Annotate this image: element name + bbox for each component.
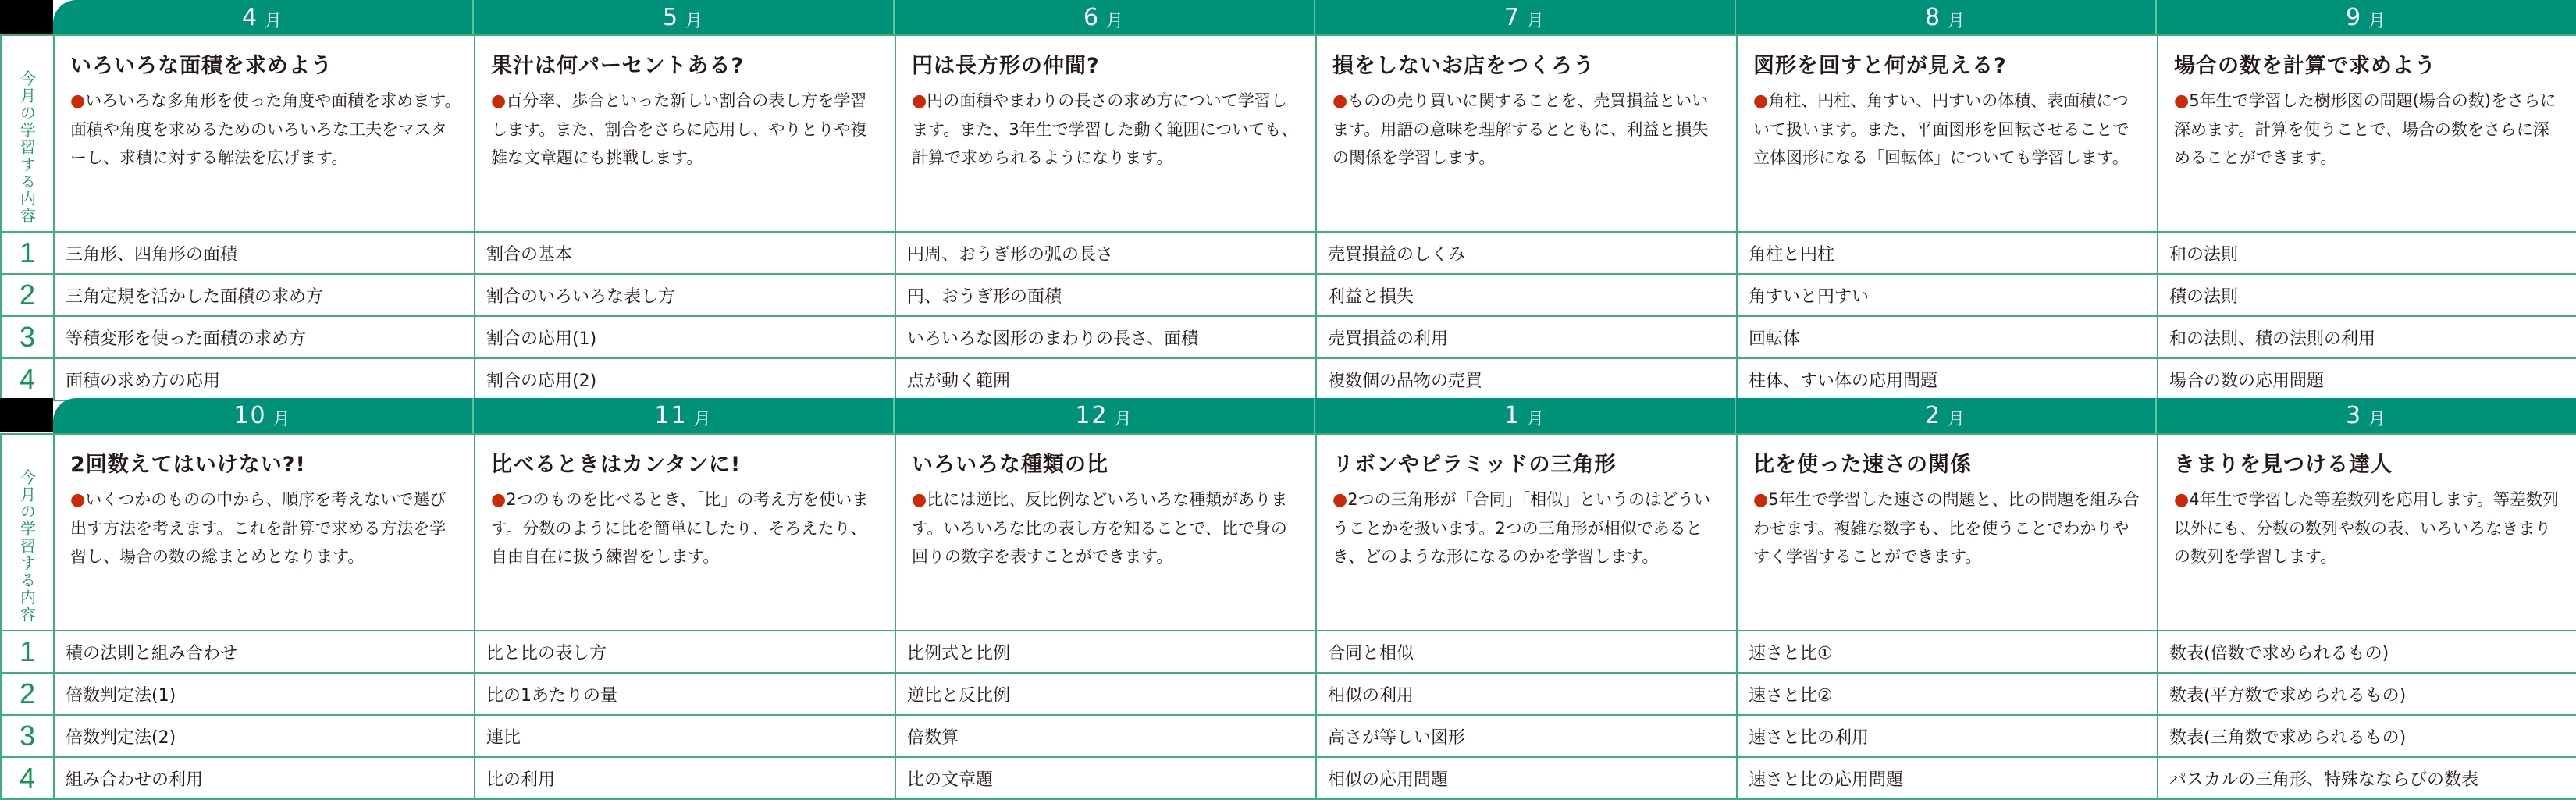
month-number: 12 xyxy=(1075,402,1108,429)
unit-description xyxy=(1332,87,1724,172)
topic-cell: パスカルの三角形、特殊なならびの数表 xyxy=(2158,757,2576,799)
topic-cell: 面積の求め方の応用 xyxy=(54,358,475,400)
table-row xyxy=(1,232,2576,274)
description-text: 比には逆比、反比例などいろいろな種類があります。いろいろな比の表し方を知ることで、比で身の回りの数字を表すことができます。 xyxy=(912,490,1288,566)
red-bullet-icon: ● xyxy=(491,91,507,111)
month-suffix: 月 xyxy=(1527,410,1546,429)
description-text: いくつかのものの中から、順序を考えないで選び出す方法を考えます。これを計算で求める方法を学習し、場合の数の総まとめとなります。 xyxy=(70,490,447,566)
month-suffix: 月 xyxy=(1948,11,1967,31)
unit-title: いろいろな種類の比 xyxy=(912,453,1108,477)
month-summary-cell xyxy=(54,434,475,631)
month-header xyxy=(2157,0,2576,34)
table-row xyxy=(1,673,2576,715)
red-bullet-icon: ● xyxy=(1753,490,1769,510)
topic-cell: 売買損益のしくみ xyxy=(1316,232,1737,274)
red-bullet-icon: ● xyxy=(912,490,927,510)
topic-cell: 柱体、すい体の応用問題 xyxy=(1737,358,2158,400)
week-number: 2 xyxy=(1,274,54,316)
month-number: 4 xyxy=(241,3,259,31)
week-number: 3 xyxy=(1,316,54,358)
red-bullet-icon: ● xyxy=(912,91,927,111)
month-summary-cell xyxy=(1316,35,1737,232)
table-row xyxy=(1,715,2576,757)
month-summary-cell xyxy=(54,35,475,232)
month-header xyxy=(1315,398,1736,433)
table-row xyxy=(1,631,2576,673)
description-row xyxy=(1,434,2576,631)
unit-description xyxy=(2174,485,2564,571)
topic-cell: 比の1あたりの量 xyxy=(475,673,895,715)
half-year-section xyxy=(0,398,2576,800)
month-summary-cell xyxy=(2158,434,2576,631)
topic-cell: 速さと比① xyxy=(1737,631,2158,673)
topic-cell: 円、おうぎ形の面積 xyxy=(895,274,1316,316)
topic-cell: 和の法則 xyxy=(2158,232,2576,274)
topics-grid xyxy=(0,433,2576,800)
topic-cell: 積の法則と組み合わせ xyxy=(54,631,475,673)
week-number: 1 xyxy=(1,232,54,274)
month-number: 3 xyxy=(2345,402,2363,429)
description-text: 角柱、円柱、角すい、円すいの体積、表面積について扱います。また、平面図形を回転させることで立体図形になる「回転体」についても学習します。 xyxy=(1753,91,2129,167)
topic-cell: 倍数算 xyxy=(895,715,1316,757)
table-row xyxy=(1,274,2576,316)
topic-cell: 高さが等しい図形 xyxy=(1316,715,1737,757)
topic-cell: 相似の利用 xyxy=(1316,673,1737,715)
topic-cell: 数表(三角数で求められるもの) xyxy=(2158,715,2576,757)
month-header xyxy=(1736,0,2157,34)
description-text: いろいろな多角形を使った角度や面積を求めます。面積や角度を求めるためのいろいろな工夫をマスターし、求積に対する解法を広げます。 xyxy=(70,91,461,167)
month-header xyxy=(895,398,1315,433)
topic-cell: 角すいと円すい xyxy=(1737,274,2158,316)
topic-cell: 割合の応用(2) xyxy=(475,358,895,400)
month-suffix: 月 xyxy=(685,11,705,31)
topic-cell: 売買損益の利用 xyxy=(1316,316,1737,358)
month-summary-cell xyxy=(475,35,895,232)
red-bullet-icon: ● xyxy=(2174,91,2190,111)
unit-description xyxy=(491,485,882,571)
description-text: ものの売り買いに関することを、売買損益といいます。用語の意味を理解するとともに、利益と損失の関係を学習します。 xyxy=(1332,91,1709,167)
topic-cell: 速さと比の利用 xyxy=(1737,715,2158,757)
unit-description xyxy=(70,87,461,172)
topic-cell: 点が動く範囲 xyxy=(895,358,1316,400)
description-text: 5年生で学習した速さの問題と、比の問題を組み合わせます。複雑な数字も、比を使うことでわかりやすく学習することができます。 xyxy=(1753,490,2140,566)
unit-title: いろいろな面積を求めよう xyxy=(70,54,333,78)
topic-cell: 積の法則 xyxy=(2158,274,2576,316)
side-label-cell xyxy=(1,434,54,631)
month-header xyxy=(2157,398,2576,433)
half-year-section xyxy=(0,0,2576,398)
side-label-cell xyxy=(1,35,54,232)
unit-description xyxy=(912,485,1303,571)
month-number: 5 xyxy=(662,3,680,31)
description-text: 百分率、歩合といった新しい割合の表し方を学習します。また、割合をさらに応用し、やりとりや複雑な文章題にも挑戦します。 xyxy=(491,91,867,167)
topic-cell: 数表(倍数で求められるもの) xyxy=(2158,631,2576,673)
week-number: 4 xyxy=(1,358,54,400)
month-suffix: 月 xyxy=(693,410,713,429)
month-number: 11 xyxy=(654,402,688,429)
topic-cell: 三角定規を活かした面積の求め方 xyxy=(54,274,475,316)
topic-cell: 速さと比② xyxy=(1737,673,2158,715)
topic-cell: 相似の応用問題 xyxy=(1316,757,1737,799)
topic-cell: 合同と相似 xyxy=(1316,631,1737,673)
unit-description xyxy=(1753,485,2144,571)
month-summary-cell xyxy=(895,434,1316,631)
month-header xyxy=(1315,0,1736,34)
unit-title: リボンやピラミッドの三角形 xyxy=(1332,453,1617,477)
month-summary-cell xyxy=(2158,35,2576,232)
unit-title: きまりを見つける達人 xyxy=(2174,453,2393,477)
topic-cell: 倍数判定法(1) xyxy=(54,673,475,715)
month-number: 2 xyxy=(1924,402,1942,429)
topic-cell: 和の法則、積の法則の利用 xyxy=(2158,316,2576,358)
corner-block xyxy=(0,398,53,432)
table-row xyxy=(1,316,2576,358)
unit-title: 図形を回すと何が見える? xyxy=(1753,54,2007,78)
topic-cell: 割合のいろいろな表し方 xyxy=(475,274,895,316)
month-header xyxy=(53,398,474,433)
unit-title: 円は長方形の仲間? xyxy=(912,54,1100,78)
corner-block xyxy=(0,0,53,34)
month-suffix: 月 xyxy=(272,410,292,429)
table-row xyxy=(1,358,2576,400)
topic-cell: いろいろな図形のまわりの長さ、面積 xyxy=(895,316,1316,358)
unit-title: 2回数えてはいけない?! xyxy=(70,453,306,477)
unit-title: 比を使った速さの関係 xyxy=(1753,453,1972,477)
topic-cell: 割合の基本 xyxy=(475,232,895,274)
side-label: 今月の学習する内容 xyxy=(17,70,37,225)
week-number: 2 xyxy=(1,673,54,715)
topic-cell: 比の利用 xyxy=(475,757,895,799)
topic-cell: 角柱と円柱 xyxy=(1737,232,2158,274)
topic-cell: 回転体 xyxy=(1737,316,2158,358)
table-row xyxy=(1,757,2576,799)
topic-cell: 円周、おうぎ形の弧の長さ xyxy=(895,232,1316,274)
unit-description xyxy=(70,485,461,571)
unit-description xyxy=(491,87,882,172)
week-number: 3 xyxy=(1,715,54,757)
month-number: 7 xyxy=(1503,3,1521,31)
topic-cell: 等積変形を使った面積の求め方 xyxy=(54,316,475,358)
month-summary-cell xyxy=(1316,434,1737,631)
topic-cell: 倍数判定法(2) xyxy=(54,715,475,757)
topic-cell: 利益と損失 xyxy=(1316,274,1737,316)
month-header xyxy=(474,0,895,34)
unit-title: 場合の数を計算で求めよう xyxy=(2174,54,2436,78)
unit-description xyxy=(1332,485,1724,571)
description-text: 円の面積やまわりの長さの求め方について学習します。また、3年生で学習した動く範囲についても、計算で求められるようになります。 xyxy=(912,91,1298,167)
side-label: 今月の学習する内容 xyxy=(17,469,37,624)
topic-cell: 三角形、四角形の面積 xyxy=(54,232,475,274)
month-header xyxy=(895,0,1315,34)
topic-cell: 場合の数の応用問題 xyxy=(2158,358,2576,400)
red-bullet-icon: ● xyxy=(491,490,507,510)
month-summary-cell xyxy=(1737,35,2158,232)
month-number: 1 xyxy=(1503,402,1521,429)
month-suffix: 月 xyxy=(2368,410,2388,429)
red-bullet-icon: ● xyxy=(1753,91,1769,111)
week-number: 4 xyxy=(1,757,54,799)
unit-title: 比べるときはカンタンに! xyxy=(491,453,742,477)
unit-description xyxy=(1753,87,2144,172)
unit-description xyxy=(2174,87,2564,172)
unit-title: 損をしないお店をつくろう xyxy=(1332,54,1595,78)
description-text: 2つのものを比べるとき、「比」の考え方を使います。分数のように比を簡単にしたり、そろえたり、自由自在に扱う練習をします。 xyxy=(491,490,869,566)
topic-cell: 比の文章題 xyxy=(895,757,1316,799)
description-text: 4年生で学習した等差数列を応用します。等差数列以外にも、分数の数列や数の表、いろいろなきまりの数列を学習します。 xyxy=(2174,490,2559,566)
month-header-row xyxy=(53,398,2576,433)
month-summary-cell xyxy=(1737,434,2158,631)
month-suffix: 月 xyxy=(1114,410,1133,429)
red-bullet-icon: ● xyxy=(70,490,86,510)
month-summary-cell xyxy=(475,434,895,631)
month-header xyxy=(53,0,474,34)
topic-cell: 比例式と比例 xyxy=(895,631,1316,673)
month-number: 6 xyxy=(1083,3,1101,31)
topics-grid xyxy=(0,34,2576,401)
topic-cell: 連比 xyxy=(475,715,895,757)
description-text: 2つの三角形が「合同」「相似」というのはどういうことかを扱います。2つの三角形が相似であるとき、どのような形になるのかを学習します。 xyxy=(1332,490,1711,566)
month-suffix: 月 xyxy=(265,11,284,31)
topic-cell: 逆比と反比例 xyxy=(895,673,1316,715)
month-suffix: 月 xyxy=(1106,11,1126,31)
topic-cell: 複数個の品物の売買 xyxy=(1316,358,1737,400)
description-row xyxy=(1,35,2576,232)
month-number: 10 xyxy=(233,402,267,429)
topic-cell: 数表(平方数で求められるもの) xyxy=(2158,673,2576,715)
red-bullet-icon: ● xyxy=(70,91,86,111)
unit-title: 果汁は何パーセントある? xyxy=(491,54,745,78)
month-suffix: 月 xyxy=(2368,11,2388,31)
month-header xyxy=(1736,398,2157,433)
month-header-row xyxy=(53,0,2576,34)
month-summary-cell xyxy=(895,35,1316,232)
month-number: 9 xyxy=(2345,3,2363,31)
topic-cell: 割合の応用(1) xyxy=(475,316,895,358)
red-bullet-icon: ● xyxy=(1332,490,1348,510)
unit-description xyxy=(912,87,1303,172)
month-suffix: 月 xyxy=(1527,11,1546,31)
topic-cell: 比と比の表し方 xyxy=(475,631,895,673)
month-suffix: 月 xyxy=(1948,410,1967,429)
red-bullet-icon: ● xyxy=(1332,91,1348,111)
red-bullet-icon: ● xyxy=(2174,490,2190,510)
month-header xyxy=(474,398,895,433)
topic-cell: 速さと比の応用問題 xyxy=(1737,757,2158,799)
description-text: 5年生で学習した樹形図の問題(場合の数)をさらに深めます。計算を使うことで、場合の数をさらに深めることができます。 xyxy=(2174,91,2556,167)
week-number: 1 xyxy=(1,631,54,673)
month-number: 8 xyxy=(1924,3,1942,31)
topic-cell: 組み合わせの利用 xyxy=(54,757,475,799)
